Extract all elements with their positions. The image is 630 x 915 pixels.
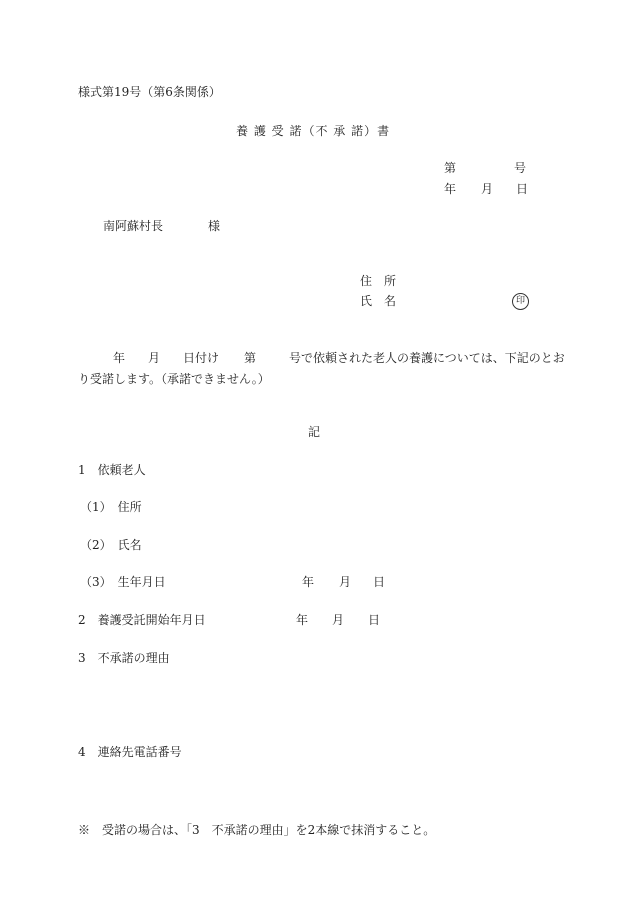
date-month: 月 xyxy=(481,182,494,196)
item-1-requested-elder: 1 依頼老人 xyxy=(78,463,146,477)
item-1-1-address: （1） 住所 xyxy=(80,500,142,514)
item-1-2-name: （2） 氏名 xyxy=(80,538,142,552)
body-line2: り受諾します。（承諾できません。） xyxy=(78,372,270,386)
addressee-name: 南阿蘇村長 xyxy=(103,219,164,233)
doc-number-go: 号 xyxy=(514,161,527,175)
body-line1-rest: 号で依頼された老人の養護については、下記のとお xyxy=(289,351,565,365)
doc-number-dai: 第 xyxy=(444,161,457,175)
item-4-contact-phone: 4 連絡先電話番号 xyxy=(78,745,182,759)
date-year: 年 xyxy=(444,182,457,196)
ki-label: 記 xyxy=(308,425,321,439)
body-month: 月 xyxy=(148,351,161,365)
sender-address-label: 住 所 xyxy=(360,274,397,288)
footnote: ※ 受諾の場合は、「3 不承諾の理由」を2本線で抹消すること。 xyxy=(78,823,436,837)
document-title: 養 護 受 諾（不 承 諾）書 xyxy=(236,124,391,138)
item-1-3-day: 日 xyxy=(373,575,386,589)
form-number: 様式第19号（第6条関係） xyxy=(78,85,221,99)
item-2-year: 年 xyxy=(296,613,309,627)
body-dai: 第 xyxy=(244,351,257,365)
body-day: 日付け xyxy=(183,351,220,365)
item-2-start-date: 2 養護受託開始年月日 xyxy=(78,613,206,627)
sender-name-label: 氏 名 xyxy=(360,294,397,308)
date-day: 日 xyxy=(516,182,529,196)
item-1-3-birthdate: （3） 生年月日 xyxy=(80,575,166,589)
item-2-day: 日 xyxy=(368,613,381,627)
addressee-honorific: 様 xyxy=(208,219,221,233)
item-1-3-month: 月 xyxy=(339,575,352,589)
item-3-refusal-reason: 3 不承諾の理由 xyxy=(78,651,170,665)
item-1-3-year: 年 xyxy=(302,575,315,589)
item-2-month: 月 xyxy=(332,613,345,627)
seal-icon: 印 xyxy=(512,293,529,310)
body-year: 年 xyxy=(113,351,126,365)
